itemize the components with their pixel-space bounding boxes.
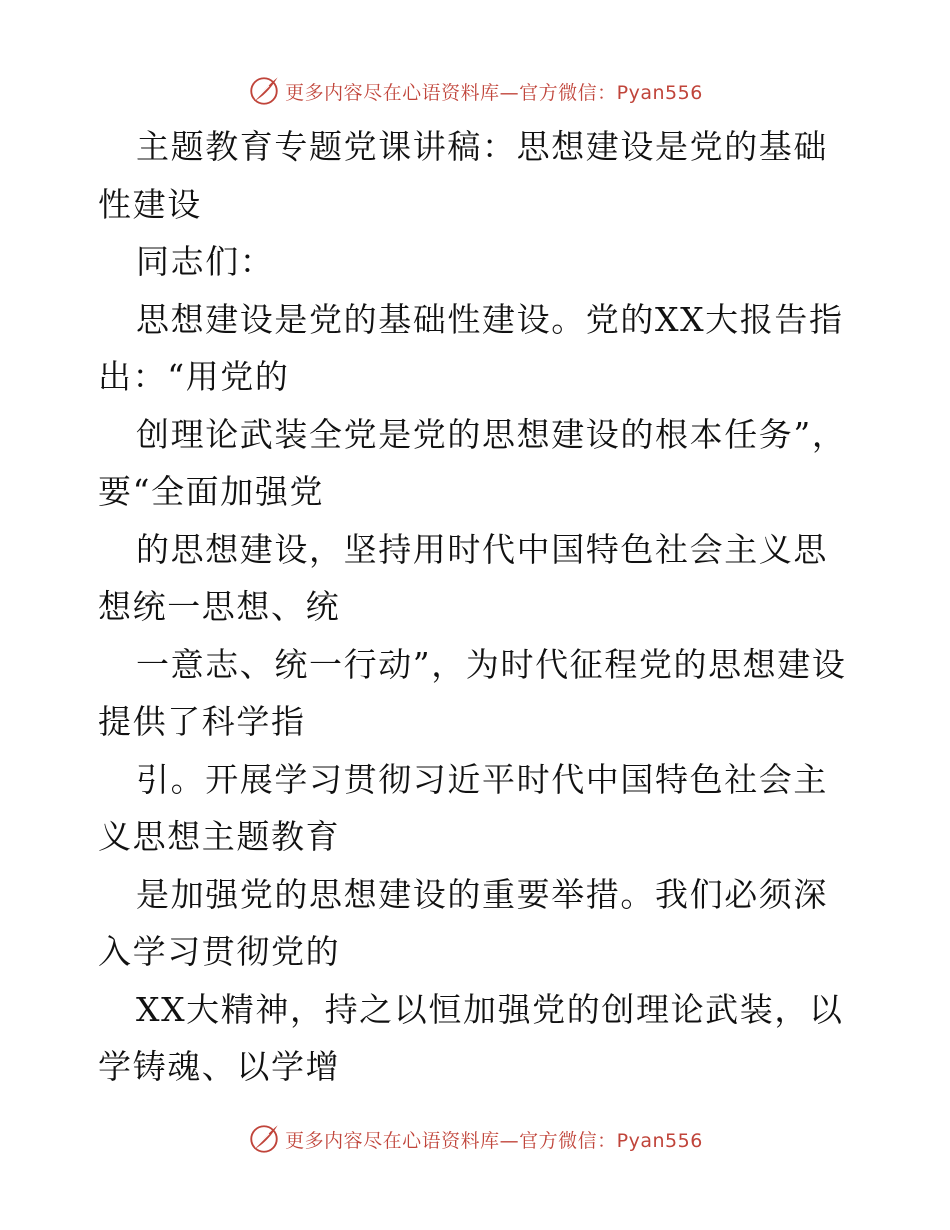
- paragraph-line: 的思想建设，坚持用时代中国特色社会主义思想统一思想、统: [98, 529, 828, 626]
- paragraph-line: 引。开展学习贯彻习近平时代中国特色社会主义思想主题教育: [98, 759, 828, 856]
- paragraph-line: 一意志、统一行动”，为时代征程党的思想建设提供了科学指: [98, 644, 847, 741]
- paragraph-line: 思想建设是党的基础性建设。党的XX大报告指出：“用党的: [98, 299, 844, 396]
- document-body: [98, 118, 858, 1096]
- salutation: 同志们：: [136, 242, 275, 281]
- watermark-text: 更多内容尽在心语资料库—官方微信：Pyan556: [285, 81, 703, 104]
- feather-pen-logo-icon: [247, 74, 281, 108]
- paragraph-line: 创理论武装全党是党的思想建设的根本任务”，要“全面加强党: [98, 414, 847, 511]
- watermark-header: [0, 74, 950, 108]
- paragraph-line: 是加强党的思想建设的重要举措。我们必须深入学习贯彻党的: [98, 874, 828, 971]
- feather-pen-logo-icon: [247, 1122, 281, 1156]
- watermark-text: 更多内容尽在心语资料库—官方微信：Pyan556: [285, 1129, 703, 1152]
- paragraph-line: XX大精神，持之以恒加强党的创理论武装，以学铸魂、以学增: [98, 989, 844, 1086]
- document-title: 主题教育专题党课讲稿：思想建设是党的基础性建设: [98, 127, 828, 224]
- watermark-footer: [0, 1122, 950, 1156]
